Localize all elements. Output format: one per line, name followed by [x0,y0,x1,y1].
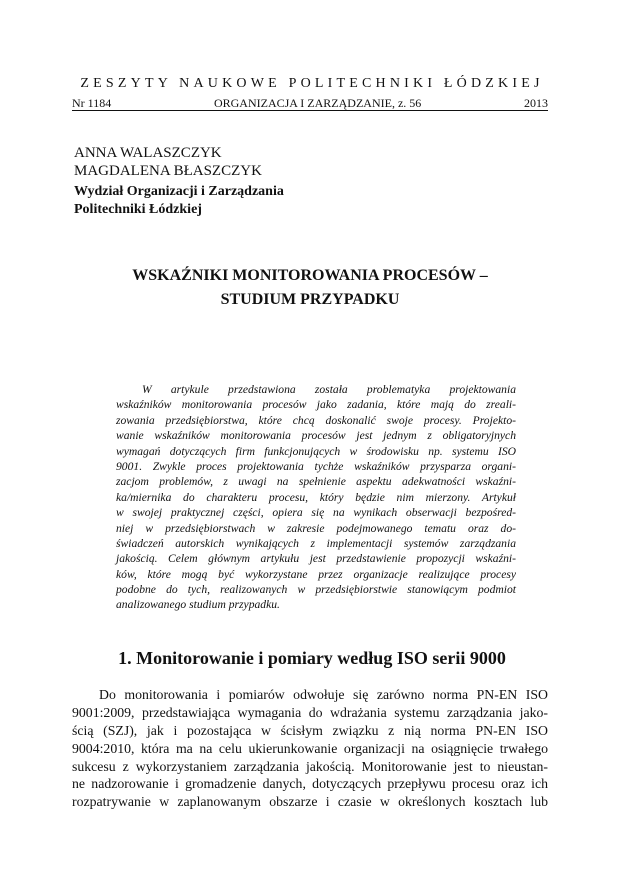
issue-year: 2013 [524,96,548,110]
abstract-line: analizowanego studium przypadku. [116,598,280,612]
abstract-line: zowania przedsiębiorstwa, które chcą doskonalić swoje procesy. Projekto- [116,413,516,427]
affiliation-line-1: Wydział Organizacji i Zarządzania [74,184,284,199]
body-line: ne nadzorowanie i gromadzenie danych, dotyczących przepływu procesu oraz ich [72,776,548,792]
abstract-line: niej w przedsiębiorstwach w zakresie podejmowanego tematu oraz do- [116,521,516,535]
body-line: rozpatrywanie w zaplanowanym obszarze i czasie w określonych kosztach lub [72,794,548,810]
abstract-line: wymagań dotyczących firm funkcjonujących w środowisku np. systemu ISO [116,444,516,458]
abstract-line: 9001. Zwykle proces projektowania tychże wskaźników przysparza organi- [116,459,516,473]
abstract-line: zacjom problemów, z uwagi na spełnienie aspektu adekwatności wskaźni- [116,475,516,489]
abstract-line: ków, które mogą być wykorzystane przez organizacje realizujące procesy [116,567,516,581]
abstract-line: ka/miernika do charakteru procesu, który będzie nim mierzony. Artykuł [116,490,516,504]
abstract-line: jakością. Celem głównym artykułu jest przedstawienie propozycji wskaźni- [116,552,516,566]
journal-title: ZESZYTY NAUKOWE POLITECHNIKI ŁÓDZKIEJ [80,76,544,91]
abstract-line: W artykule przedstawiona została problematyka projektowania [142,383,516,396]
body-paragraph [72,686,548,811]
issue-number: Nr 1184 [72,96,112,110]
paper-title [72,264,548,312]
abstract-line: podobne do tych, realizowanych w przedsiębiorstwie stanowiącym podmiot [116,583,516,597]
abstract-line: wanie wskaźników monitorowania procesów jest jednym z obligatoryjnych [116,429,516,443]
body-line: Do monitorowania i pomiarów odwołuje się zarówno norma PN-EN ISO [99,687,548,702]
title-line-1: WSKAŹNIKI MONITOROWANIA PROCESÓW – [132,267,488,284]
series-name: ORGANIZACJA I ZARZĄDZANIE, z. 56 [213,96,422,110]
issue-meta [72,96,548,111]
body-line: ścią (SZJ), jak i pozostająca w ścisłym związku z nią norma PN-EN ISO [72,722,548,738]
affiliation-line-2: Politechniki Łódzkiej [74,202,202,217]
body-line: 9004:2010, która ma na celu ukierunkowanie organizacji na osiągnięcie trwałego [72,740,548,756]
abstract-line: świadczeń autorskich wynikających z implementacji systemów zarządzania [116,536,516,550]
author-2: MAGDALENA BŁASZCZYK [74,163,262,179]
author-1: ANNA WALASZCZYK [74,145,222,161]
body-line: 9001:2009, przedstawiająca wymagania do wdrażania systemu zarządzania jako- [72,704,548,720]
abstract-line: w swojej praktycznej części, opiera się na wynikach obserwacji bezpośred- [116,506,516,520]
section-heading: 1. Monitorowanie i pomiary według ISO serii 9000 [118,648,506,668]
abstract-line: wskaźników monitorowania procesów jako zadania, które mają do zreali- [116,398,516,412]
body-line: sukcesu z wykorzystaniem zarządzania jakością. Monitorowanie jest to nieustan- [72,758,548,774]
title-line-2: STUDIUM PRZYPADKU [220,291,400,308]
abstract [116,382,516,613]
header-rule [72,110,548,111]
